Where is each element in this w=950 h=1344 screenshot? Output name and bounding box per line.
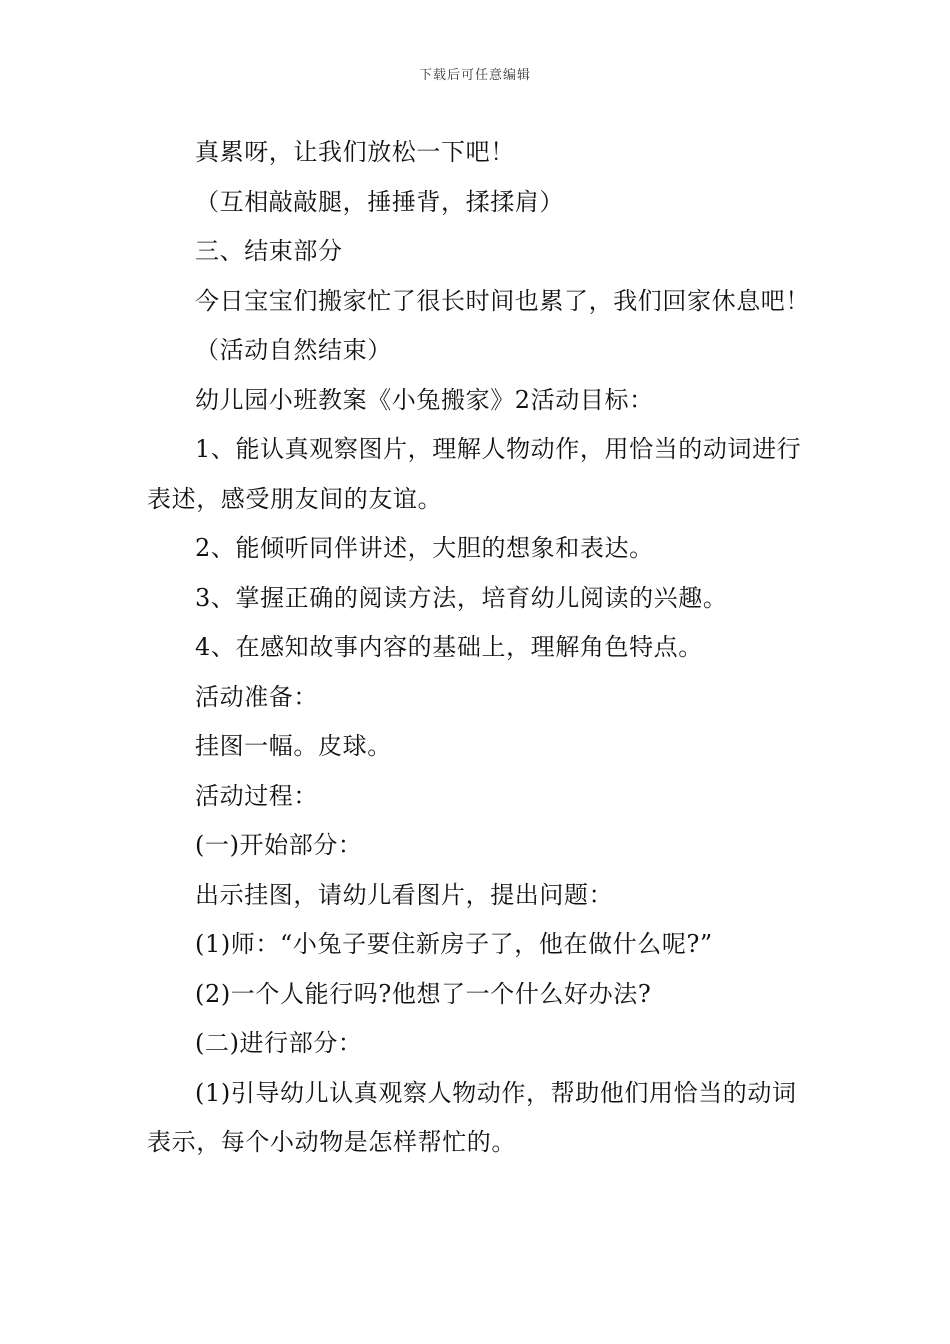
objective-item: 2、能倾听同伴讲述，大胆的想象和表达。: [195, 534, 654, 562]
paragraph: 出示挂图，请幼儿看图片，提出问题：: [195, 880, 614, 909]
section-heading: 活动过程：: [195, 781, 318, 810]
paragraph: 今日宝宝们搬家忙了很长时间也累了，我们回家休息吧！: [195, 286, 810, 315]
paragraph: (1)引导幼儿认真观察人物动作，帮助他们用恰当的动词表示，每个小动物是怎样帮忙的。: [147, 1078, 797, 1156]
section-heading: 活动准备：: [195, 682, 318, 711]
paragraph: （互相敲敲腿，捶捶背，揉揉肩）: [195, 187, 564, 216]
lesson-title: 幼儿园小班教案《小兔搬家》2活动目标：: [195, 385, 654, 414]
objective-item: 3、掌握正确的阅读方法，培育幼儿阅读的兴趣。: [195, 583, 728, 612]
paragraph: (1)师：“小兔子要住新房子了，他在做什么呢?”: [195, 930, 713, 958]
page-header-note: 下载后可任意编辑: [418, 68, 531, 83]
paragraph: 真累呀，让我们放松一下吧！: [195, 138, 515, 166]
section-heading: (二)进行部分：: [195, 1029, 363, 1057]
paragraph: （活动自然结束）: [195, 336, 392, 364]
document-body: [147, 128, 812, 1168]
section-heading: 三、结束部分: [195, 237, 343, 265]
section-heading: (一)开始部分：: [195, 831, 363, 859]
paragraph: 挂图一幅。皮球。: [195, 732, 392, 760]
objective-item: 4、在感知故事内容的基础上，理解角色特点。: [195, 633, 703, 661]
objective-item: 1、能认真观察图片，理解人物动作，用恰当的动词进行表述，感受朋友间的友谊。: [147, 435, 802, 513]
paragraph: (2)一个人能行吗?他想了一个什么好办法?: [195, 979, 652, 1008]
